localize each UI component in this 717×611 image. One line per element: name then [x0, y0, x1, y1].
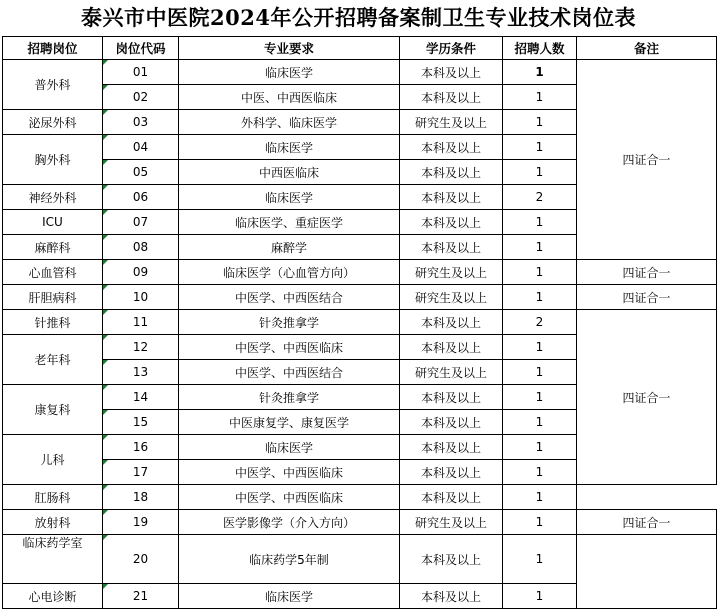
post-cell: 老年科	[3, 335, 103, 385]
major-cell: 临床医学	[179, 435, 400, 460]
count-cell: 1	[503, 85, 577, 110]
count-cell: 2	[503, 185, 577, 210]
education-cell: 本科及以上	[400, 210, 503, 235]
post-cell: 泌尿外科	[3, 110, 103, 135]
count-cell: 1	[503, 285, 577, 310]
post-cell: 普外科	[3, 60, 103, 110]
table-row	[3, 285, 717, 310]
post-cell: 肛肠科	[3, 485, 103, 510]
header-code: 岗位代码	[103, 37, 179, 60]
code-cell: 14	[103, 385, 179, 410]
count-cell: 1	[503, 110, 577, 135]
education-cell: 本科及以上	[400, 185, 503, 210]
major-cell: 中西医临床	[179, 160, 400, 185]
major-cell: 临床医学	[179, 584, 400, 609]
code-cell: 12	[103, 335, 179, 360]
recruitment-table	[2, 36, 717, 609]
count-cell: 1	[503, 360, 577, 385]
code-cell: 01	[103, 60, 179, 85]
code-cell: 08	[103, 235, 179, 260]
major-cell: 临床医学	[179, 185, 400, 210]
code-cell: 07	[103, 210, 179, 235]
table-row	[3, 310, 717, 335]
code-cell: 05	[103, 160, 179, 185]
education-cell: 研究生及以上	[400, 360, 503, 385]
education-cell: 研究生及以上	[400, 285, 503, 310]
code-cell: 06	[103, 185, 179, 210]
major-cell: 临床医学、重症医学	[179, 210, 400, 235]
major-cell: 中医、中西医临床	[179, 85, 400, 110]
major-cell: 中医学、中西医临床	[179, 460, 400, 485]
count-cell: 1	[503, 510, 577, 535]
education-cell: 研究生及以上	[400, 110, 503, 135]
count-cell: 1	[503, 210, 577, 235]
count-cell: 1	[503, 435, 577, 460]
code-cell: 09	[103, 260, 179, 285]
count-cell: 1	[503, 410, 577, 435]
table-row	[3, 260, 717, 285]
major-cell: 麻醉学	[179, 235, 400, 260]
code-cell: 13	[103, 360, 179, 385]
count-cell: 1	[503, 260, 577, 285]
major-cell: 中医学、中西医结合	[179, 285, 400, 310]
major-cell: 临床医学（心血管方向）	[179, 260, 400, 285]
major-cell: 医学影像学（介入方向）	[179, 510, 400, 535]
note-cell: 四证合一	[577, 260, 717, 285]
count-cell: 1	[503, 235, 577, 260]
table-row	[3, 60, 717, 85]
code-cell: 19	[103, 510, 179, 535]
major-cell: 中医康复学、康复医学	[179, 410, 400, 435]
count-cell: 1	[503, 535, 577, 584]
post-cell: 麻醉科	[3, 235, 103, 260]
header-note: 备注	[577, 37, 717, 60]
major-cell: 临床医学	[179, 60, 400, 85]
post-cell: 放射科	[3, 510, 103, 535]
table-row	[3, 535, 717, 584]
code-cell: 10	[103, 285, 179, 310]
note-cell	[577, 535, 717, 609]
count-cell: 2	[503, 310, 577, 335]
education-cell: 本科及以上	[400, 160, 503, 185]
post-cell: 针推科	[3, 310, 103, 335]
education-cell: 本科及以上	[400, 310, 503, 335]
count-cell: 1	[503, 460, 577, 485]
count-cell: 1	[503, 135, 577, 160]
education-cell: 本科及以上	[400, 385, 503, 410]
header-education: 学历条件	[400, 37, 503, 60]
note-cell: 四证合一	[577, 510, 717, 535]
education-cell: 本科及以上	[400, 535, 503, 584]
major-cell: 中医学、中西医结合	[179, 360, 400, 385]
major-cell: 针灸推拿学	[179, 385, 400, 410]
table-row	[3, 510, 717, 535]
count-cell: 1	[503, 584, 577, 609]
count-cell: 1	[503, 385, 577, 410]
education-cell: 本科及以上	[400, 60, 503, 85]
count-cell: 1	[503, 335, 577, 360]
header-post: 招聘岗位	[3, 37, 103, 60]
post-cell: 胸外科	[3, 135, 103, 185]
code-cell: 20	[103, 535, 179, 584]
post-cell: 肝胆病科	[3, 285, 103, 310]
note-cell: 四证合一	[577, 60, 717, 260]
code-cell: 11	[103, 310, 179, 335]
code-cell: 16	[103, 435, 179, 460]
post-cell: 神经外科	[3, 185, 103, 210]
education-cell: 本科及以上	[400, 584, 503, 609]
post-cell: ICU	[3, 210, 103, 235]
page-title: 泰兴市中医院2024年公开招聘备案制卫生专业技术岗位表	[81, 5, 636, 30]
education-cell: 研究生及以上	[400, 260, 503, 285]
code-cell: 03	[103, 110, 179, 135]
count-cell: 1	[503, 60, 577, 85]
major-cell: 中医学、中西医临床	[179, 485, 400, 510]
education-cell: 本科及以上	[400, 335, 503, 360]
education-cell: 本科及以上	[400, 235, 503, 260]
code-cell: 17	[103, 460, 179, 485]
major-cell: 临床医学	[179, 135, 400, 160]
table-row	[3, 485, 717, 510]
education-cell: 本科及以上	[400, 460, 503, 485]
code-cell: 04	[103, 135, 179, 160]
major-cell: 外科学、临床医学	[179, 110, 400, 135]
count-cell: 1	[503, 160, 577, 185]
count-cell: 1	[503, 485, 577, 510]
code-cell: 15	[103, 410, 179, 435]
table-header-row	[3, 37, 717, 60]
education-cell: 本科及以上	[400, 435, 503, 460]
post-cell: 康复科	[3, 385, 103, 435]
header-count: 招聘人数	[503, 37, 577, 60]
note-cell: 四证合一	[577, 310, 717, 485]
education-cell: 本科及以上	[400, 85, 503, 110]
header-major: 专业要求	[179, 37, 400, 60]
code-cell: 02	[103, 85, 179, 110]
note-cell: 四证合一	[577, 285, 717, 310]
education-cell: 本科及以上	[400, 485, 503, 510]
post-cell: 心电诊断	[3, 584, 103, 609]
major-cell: 临床药学5年制	[179, 535, 400, 584]
post-cell: 临床药学室	[3, 535, 103, 584]
post-cell: 心血管科	[3, 260, 103, 285]
education-cell: 研究生及以上	[400, 510, 503, 535]
code-cell: 18	[103, 485, 179, 510]
post-cell: 儿科	[3, 435, 103, 485]
major-cell: 中医学、中西医临床	[179, 335, 400, 360]
code-cell: 21	[103, 584, 179, 609]
education-cell: 本科及以上	[400, 135, 503, 160]
major-cell: 针灸推拿学	[179, 310, 400, 335]
education-cell: 本科及以上	[400, 410, 503, 435]
